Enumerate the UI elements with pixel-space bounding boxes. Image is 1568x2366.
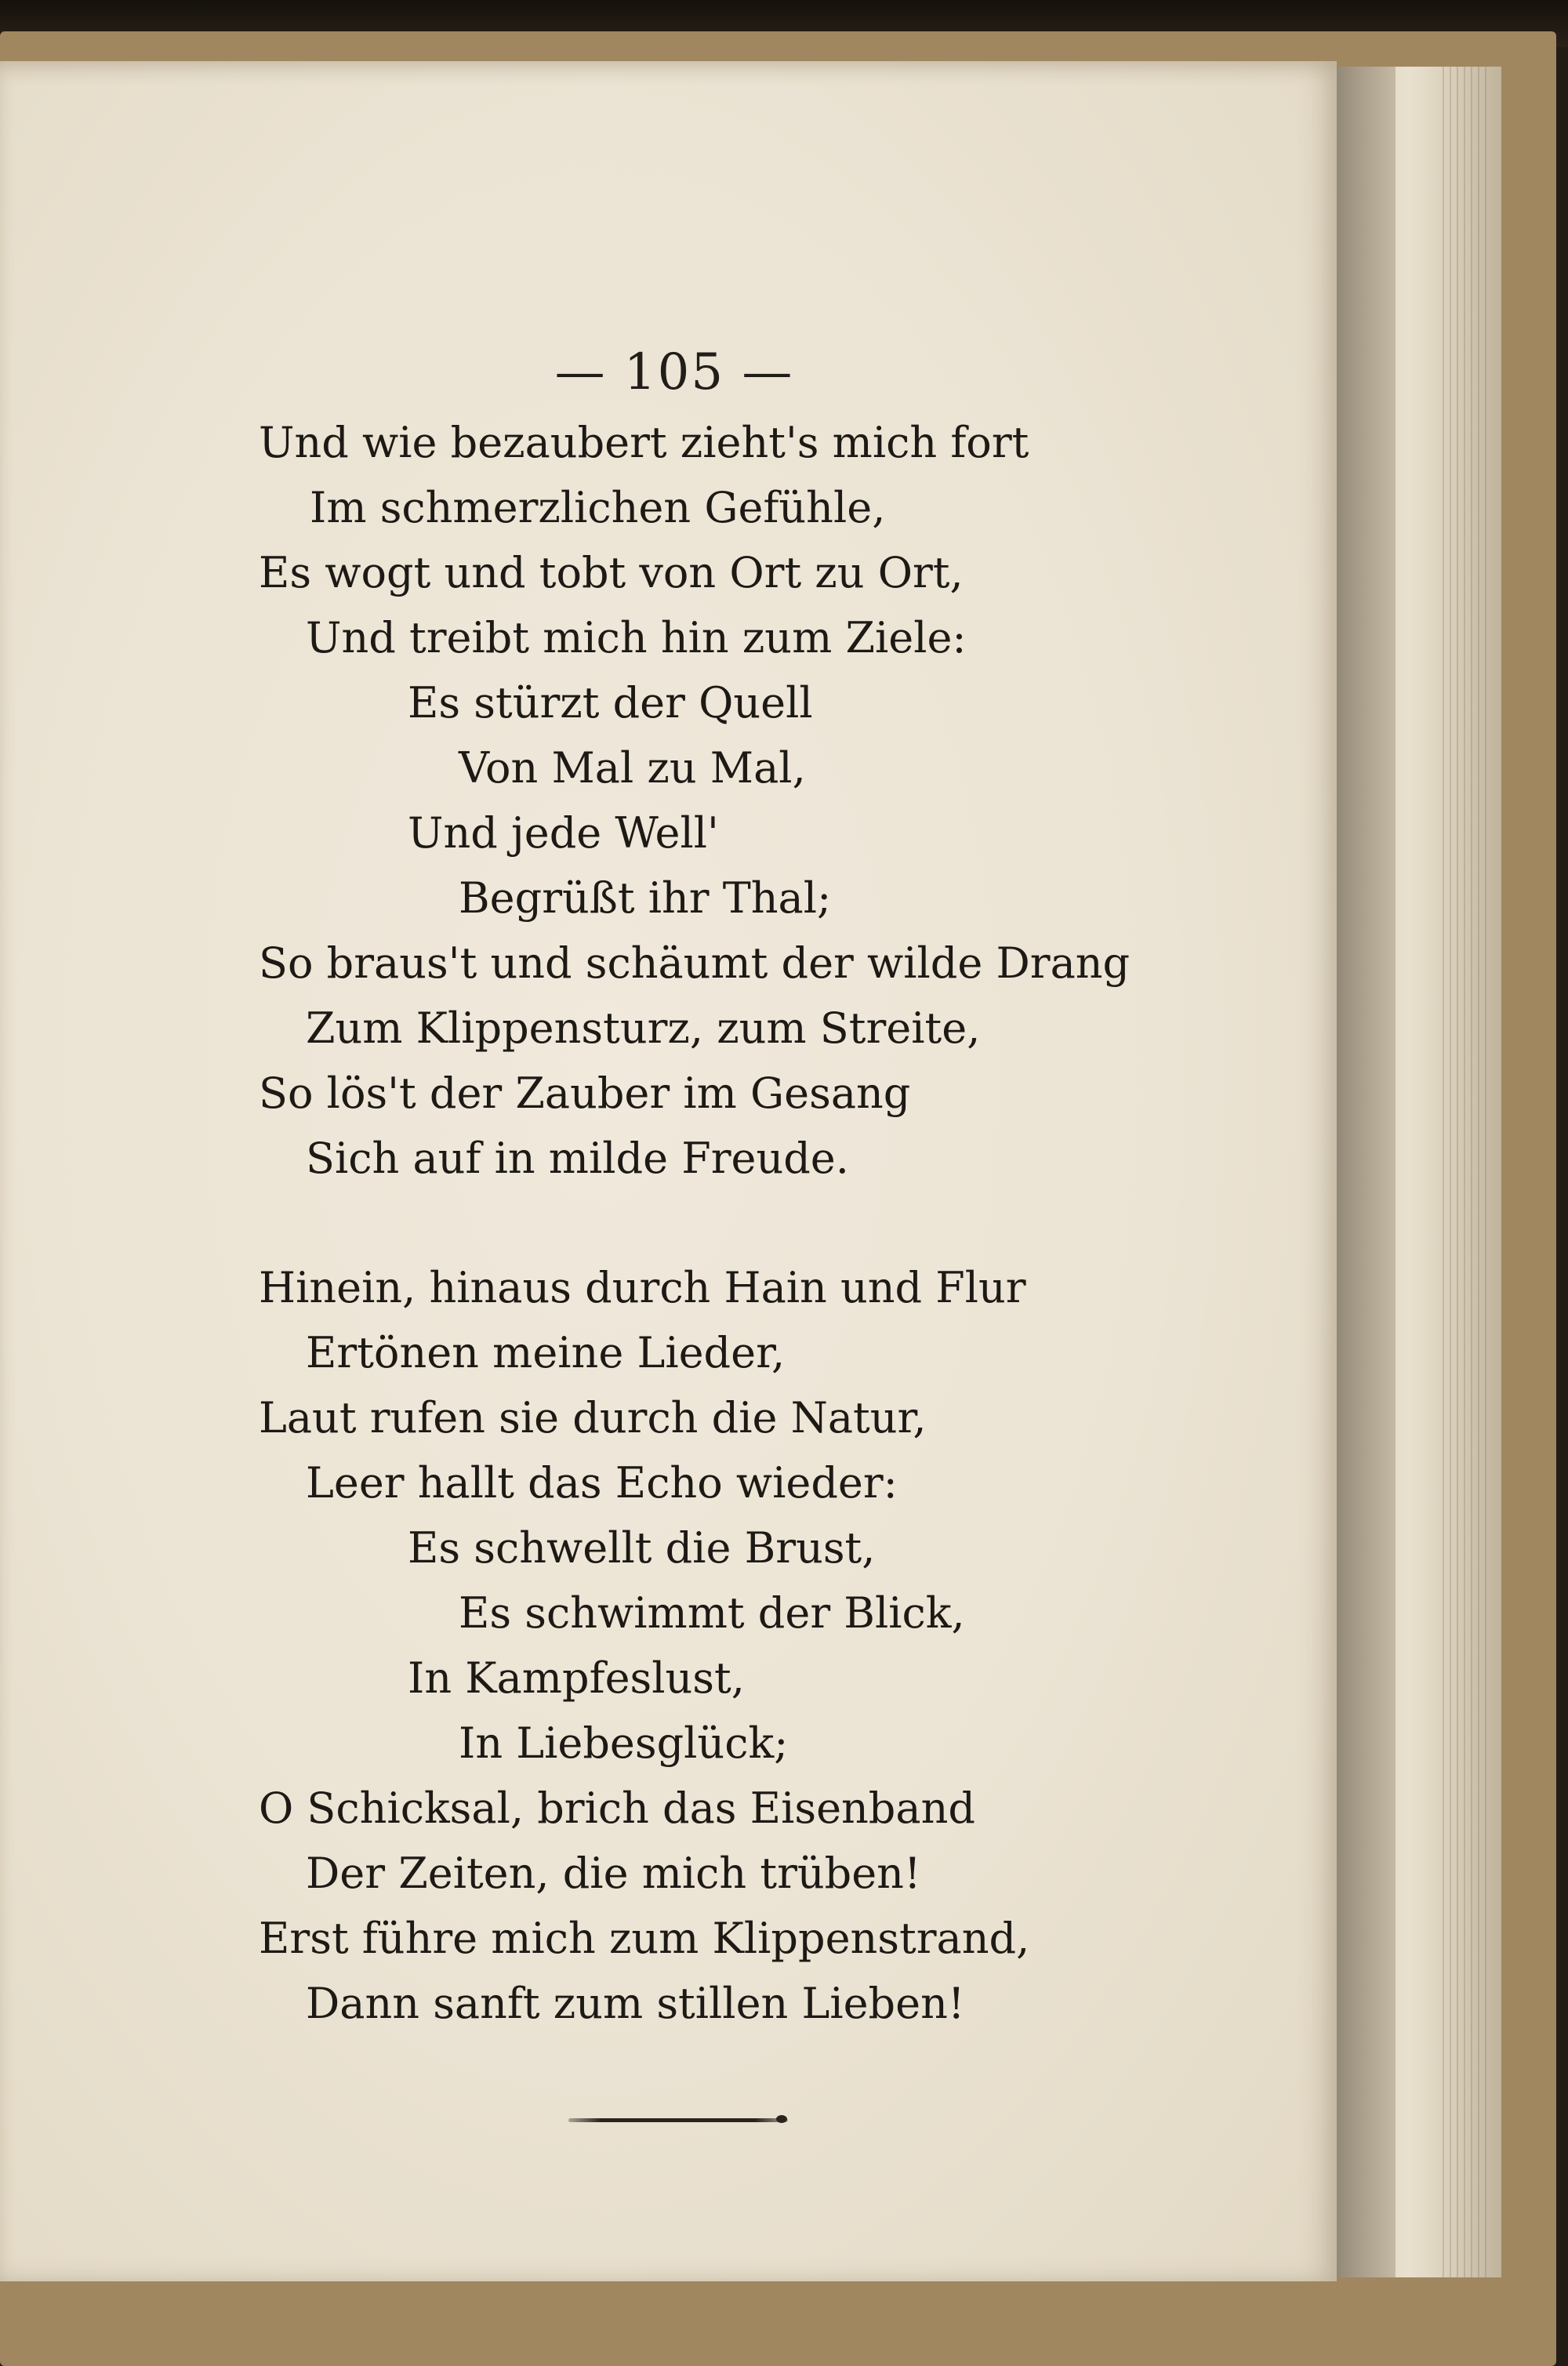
verse-line: Dann sanft zum stillen Lieben! <box>306 1979 965 2028</box>
verse-line: Es schwimmt der Blick, <box>459 1588 965 1638</box>
verse-line: Ertönen meine Lieder, <box>306 1328 786 1377</box>
verse-line: Und jede Well' <box>408 808 719 858</box>
verse-line: O Schicksal, brich das Eisenband <box>259 1784 975 1833</box>
verse-line: So braus't und schäumt der wilde Drang <box>259 938 1131 988</box>
page-stack-lines <box>1443 67 1490 2277</box>
verse-line: Es stürzt der Quell <box>408 678 813 728</box>
verse-line: Es wogt und tobt von Ort zu Ort, <box>259 548 964 597</box>
verse-line: Leer hallt das Echo wieder: <box>306 1458 898 1508</box>
verse-line: Hinein, hinaus durch Hain und Flur <box>259 1263 1026 1312</box>
end-rule-ornament <box>776 2115 787 2123</box>
verse-line: Im schmerzlichen Gefühle, <box>310 483 886 532</box>
verse-line: Sich auf in milde Freude. <box>306 1134 849 1183</box>
page-number: — 105 — <box>554 343 794 401</box>
verse-line: Der Zeiten, die mich trüben! <box>306 1849 921 1898</box>
verse-line: In Liebesglück; <box>459 1718 789 1768</box>
verse-line: Begrüßt ihr Thal; <box>459 873 832 923</box>
verse-line: So lös't der Zauber im Gesang <box>259 1069 911 1118</box>
end-rule <box>568 2118 788 2122</box>
verse-line: Laut rufen sie durch die Natur, <box>259 1393 927 1442</box>
verse-line: In Kampfeslust, <box>408 1653 745 1703</box>
verse-line: Zum Klippensturz, zum Streite, <box>306 1003 981 1053</box>
verse-line: Und treibt mich hin zum Ziele: <box>306 613 967 662</box>
verse-line: Und wie bezaubert zieht's mich fort <box>259 418 1029 467</box>
verse-line: Von Mal zu Mal, <box>459 743 806 793</box>
verse-line: Erst führe mich zum Klippenstrand, <box>259 1914 1030 1963</box>
verse-line: Es schwellt die Brust, <box>408 1523 876 1573</box>
book-page <box>0 61 1337 2281</box>
